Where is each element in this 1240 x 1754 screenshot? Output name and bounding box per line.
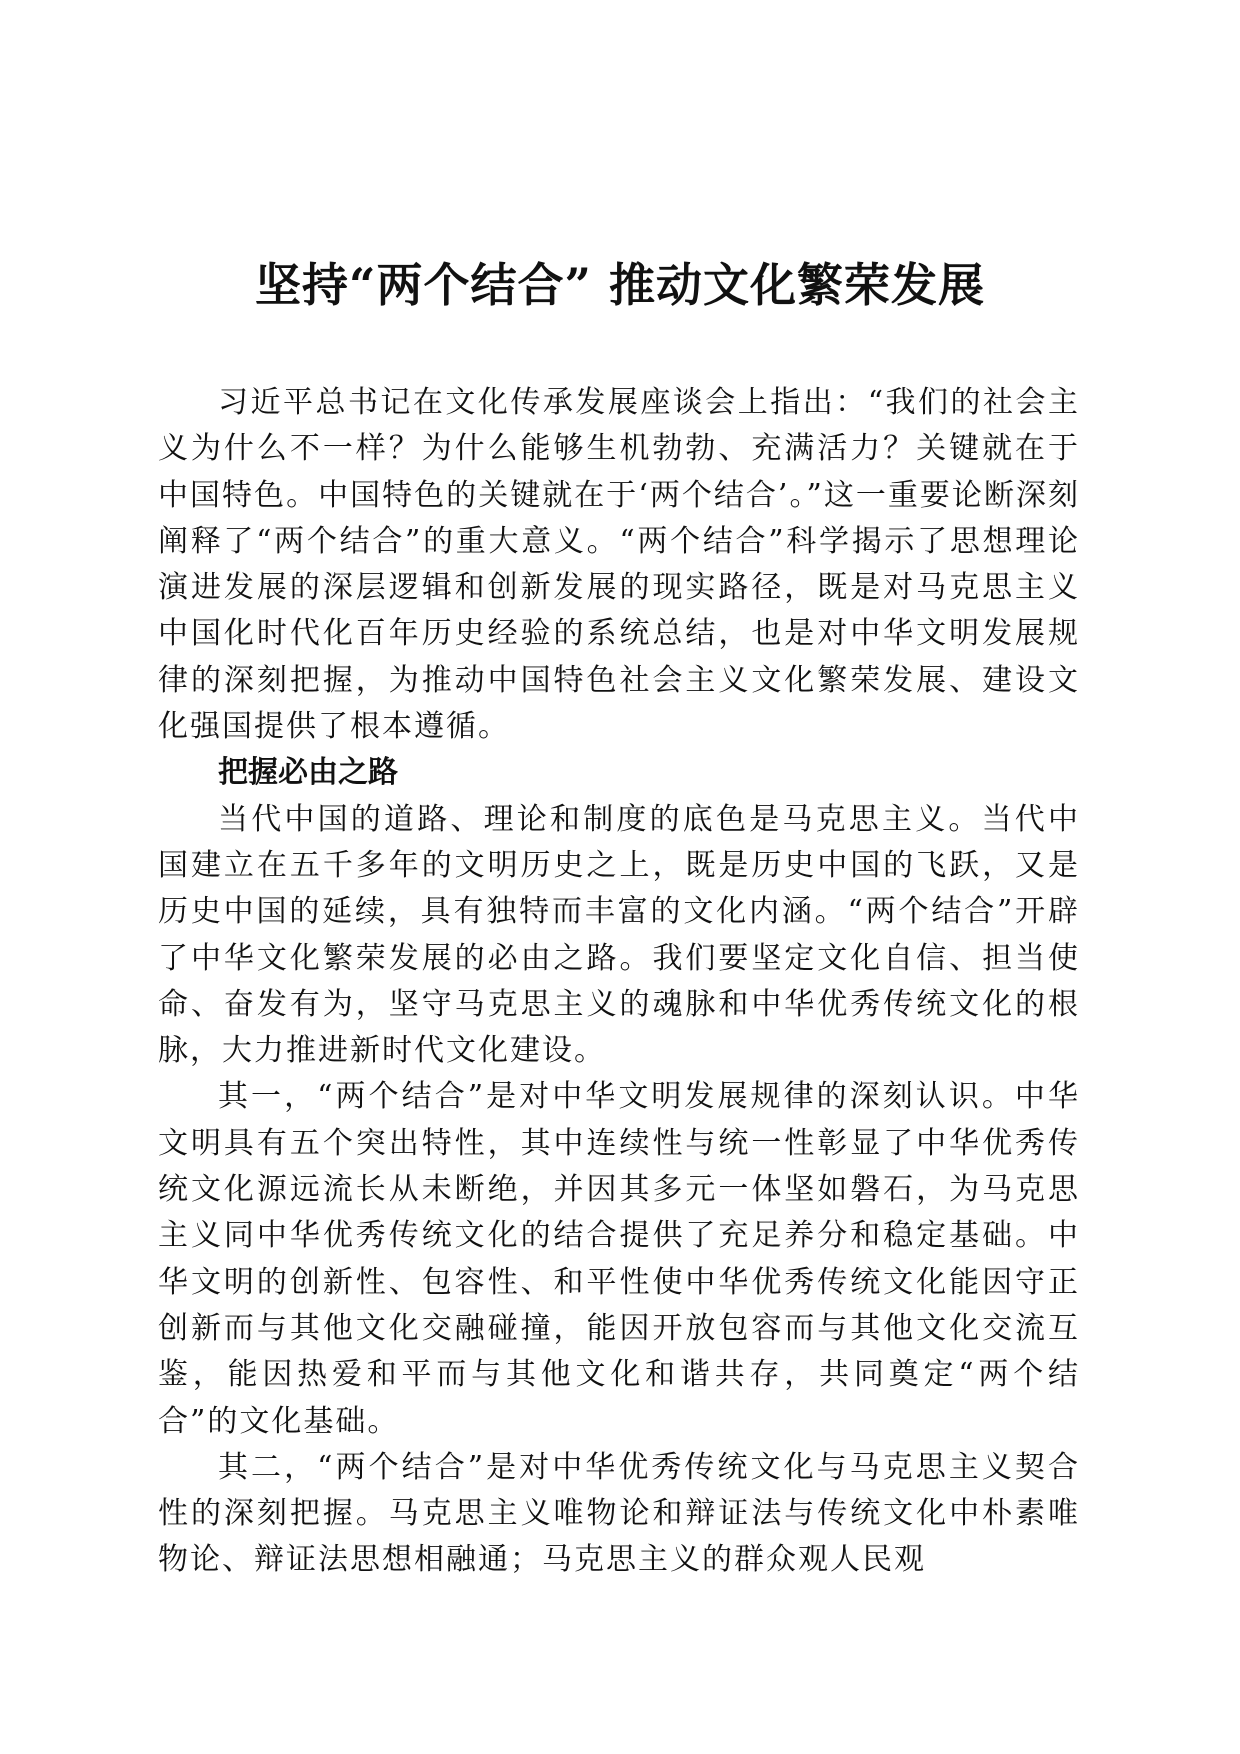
section-paragraph-2: 其一，“两个结合”是对中华文明发展规律的深刻认识。中华文明具有五个突出特性，其中连续性与统一性彰显了中华优秀传统文化源远流长从未断绝，并因其多元一体坚如磐石，为马克思主义同中华优秀传统文化的结合提供了充足养分和稳定基础。中华文明的创新性、包容性、和平性使中华优秀传统文化能因守正创新而与其他文化交融碰撞，能因开放包容而与其他文化交流互鉴，能因热爱和平而与其他文化和谐共存，共同奠定“两个结合”的文化基础。 bbox=[158, 1079, 1080, 1439]
intro-paragraph: 习近平总书记在文化传承发展座谈会上指出：“我们的社会主义为什么不一样？为什么能够生机勃勃、充满活力？关键就在于中国特色。中国特色的关键就在于‘两个结合’。”这一重要论断深刻阐释了“两个结合”的重大意义。“两个结合”科学揭示了思想理论演进发展的深层逻辑和创新发展的现实路径，既是对马克思主义中国化时代化百年历史经验的系统总结，也是对中华文明发展规律的深刻把握，为推动中国特色社会主义文化繁荣发展、建设文化强国提供了根本遵循。 bbox=[158, 385, 1080, 745]
document-title: 坚持“两个结合” 推动文化繁荣发展 bbox=[255, 258, 985, 312]
section-paragraph-3: 其二，“两个结合”是对中华优秀传统文化与马克思主义契合性的深刻把握。马克思主义唯物论和辩证法与传统文化中朴素唯物论、辩证法思想相融通；马克思主义的群众观人民观 bbox=[158, 1449, 1080, 1578]
document-body bbox=[158, 380, 1080, 1584]
section-paragraph-1: 当代中国的道路、理论和制度的底色是马克思主义。当代中国建立在五千多年的文明历史之上，既是历史中国的飞跃，又是历史中国的延续，具有独特而丰富的文化内涵。“两个结合”开辟了中华文化繁荣发展的必由之路。我们要坚定文化自信、担当使命、奋发有为，坚守马克思主义的魂脉和中华优秀传统文化的根脉，大力推进新时代文化建设。 bbox=[158, 801, 1080, 1069]
section-heading: 把握必由之路 bbox=[218, 755, 398, 791]
